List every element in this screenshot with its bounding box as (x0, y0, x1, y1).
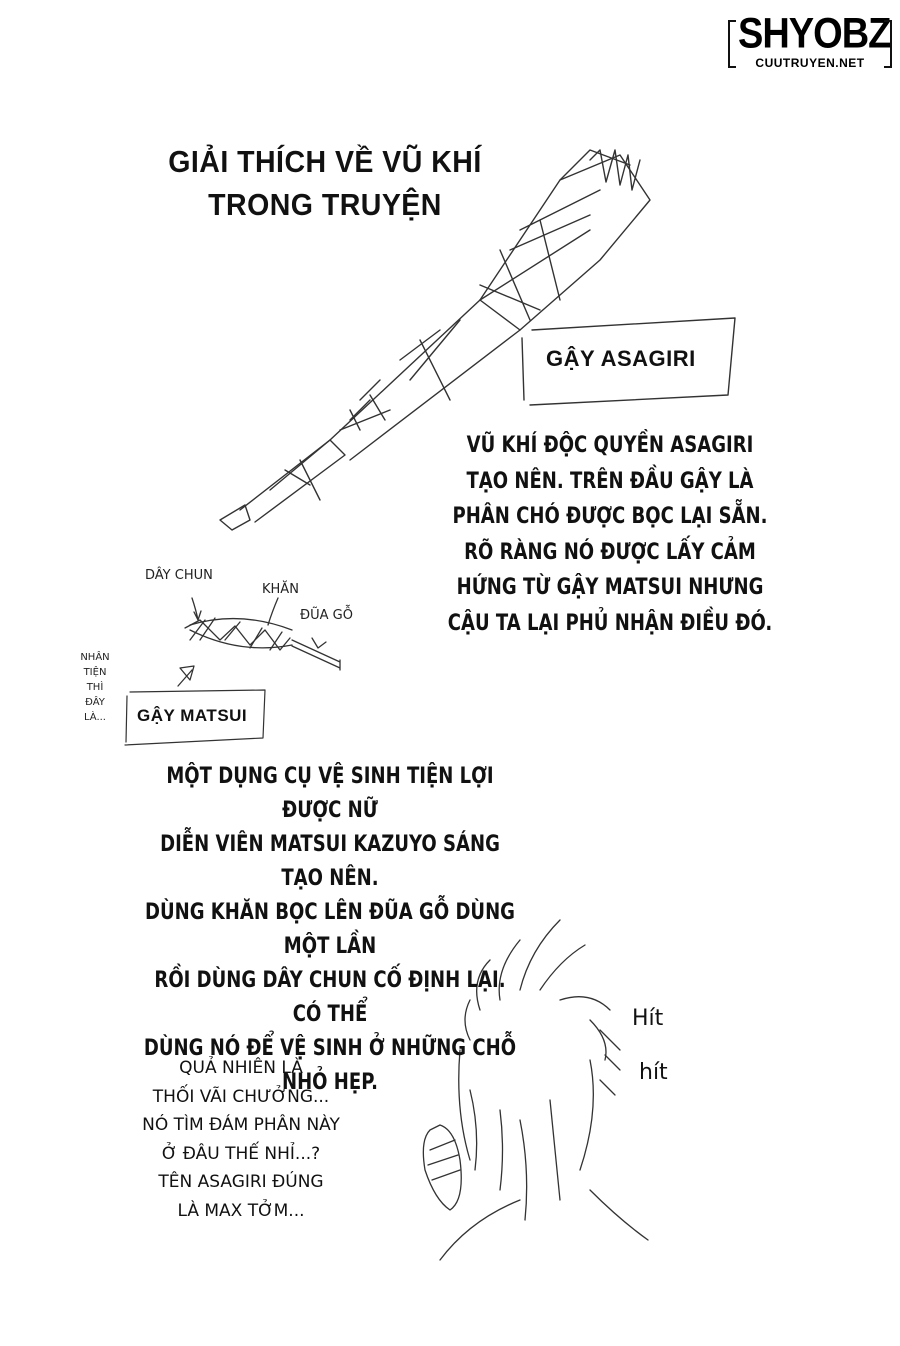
thought-line: THỐI VÃI CHƯỞNG... (152, 1086, 330, 1107)
sound-effect-sniff-2: hít (639, 1060, 668, 1085)
thought-line: NÓ TÌM ĐÁM PHÂN NÀY (142, 1115, 340, 1135)
side-note-line: ĐÂY (85, 697, 105, 708)
page-title (155, 140, 495, 226)
description-line: RỒI DÙNG DÂY CHUN CỐ ĐỊNH LẠI. CÓ THỂ (154, 968, 506, 1027)
side-note (70, 650, 120, 725)
watermark-brand: SHYOBZ (738, 10, 891, 58)
annotation-chopstick: ĐŨA GỖ (300, 608, 353, 623)
thought-line: TÊN ASAGIRI ĐÚNG (158, 1172, 324, 1192)
side-note-line: THÌ (86, 682, 104, 693)
sound-effect-sniff-1: Hít (632, 1006, 664, 1031)
watermark (728, 10, 892, 76)
annotation-towel: KHĂN (262, 582, 299, 597)
thought-line: QUẢ NHIÊN LÀ (179, 1058, 303, 1078)
description-line: DIỄN VIÊN MATSUI KAZUYO SÁNG TẠO NÊN. (160, 832, 500, 891)
description-line: DÙNG KHĂN BỌC LÊN ĐŨA GỖ DÙNG MỘT LẦN (145, 900, 515, 959)
thought-line: Ở ĐÂU THẾ NHỈ...? (161, 1143, 321, 1164)
annotation-rubber-band: DÂY CHUN (145, 568, 213, 583)
thought-text (96, 1054, 386, 1225)
description-line: HỨNG TỪ GẬY MATSUI NHƯNG (456, 575, 764, 600)
watermark-bracket-left (728, 20, 736, 68)
thought-line: LÀ MAX TỞM... (177, 1200, 305, 1221)
description-line: DÙNG NÓ ĐỂ VỆ SINH Ở NHỮNG CHỖ NHỎ HẸP. (143, 1036, 517, 1095)
side-note-line: LÀ... (83, 712, 106, 723)
watermark-site: CUUTRUYEN.NET (755, 56, 865, 70)
asagiri-bat-description (438, 428, 782, 641)
matsui-stick-label: GẬY MATSUI (137, 706, 248, 725)
description-line: VŨ KHÍ ĐỘC QUYỀN ASAGIRI (466, 433, 754, 458)
matsui-stick-description (141, 760, 518, 1100)
description-line: CẬU TA LẠI PHỦ NHẬN ĐIỀU ĐÓ. (447, 610, 773, 636)
asagiri-bat-label: GẬY ASAGIRI (546, 346, 696, 371)
watermark-bracket-right (884, 20, 892, 68)
side-note-line: NHÂN (80, 652, 110, 663)
description-line: MỘT DỤNG CỤ VỆ SINH TIỆN LỢI ĐƯỢC NỮ (166, 764, 494, 823)
side-note-line: TIỆN (83, 667, 107, 678)
description-line: RÕ RÀNG NÓ ĐƯỢC LẤY CẢM (464, 539, 756, 565)
page-title-line-1: GIẢI THÍCH VỀ VŨ KHÍ (168, 144, 482, 179)
description-line: PHÂN CHÓ ĐƯỢC BỌC LẠI SẴN. (452, 504, 768, 529)
page-title-line-2: TRONG TRUYỆN (208, 187, 442, 222)
description-line: TẠO NÊN. TRÊN ĐẦU GẬY LÀ (466, 468, 754, 494)
